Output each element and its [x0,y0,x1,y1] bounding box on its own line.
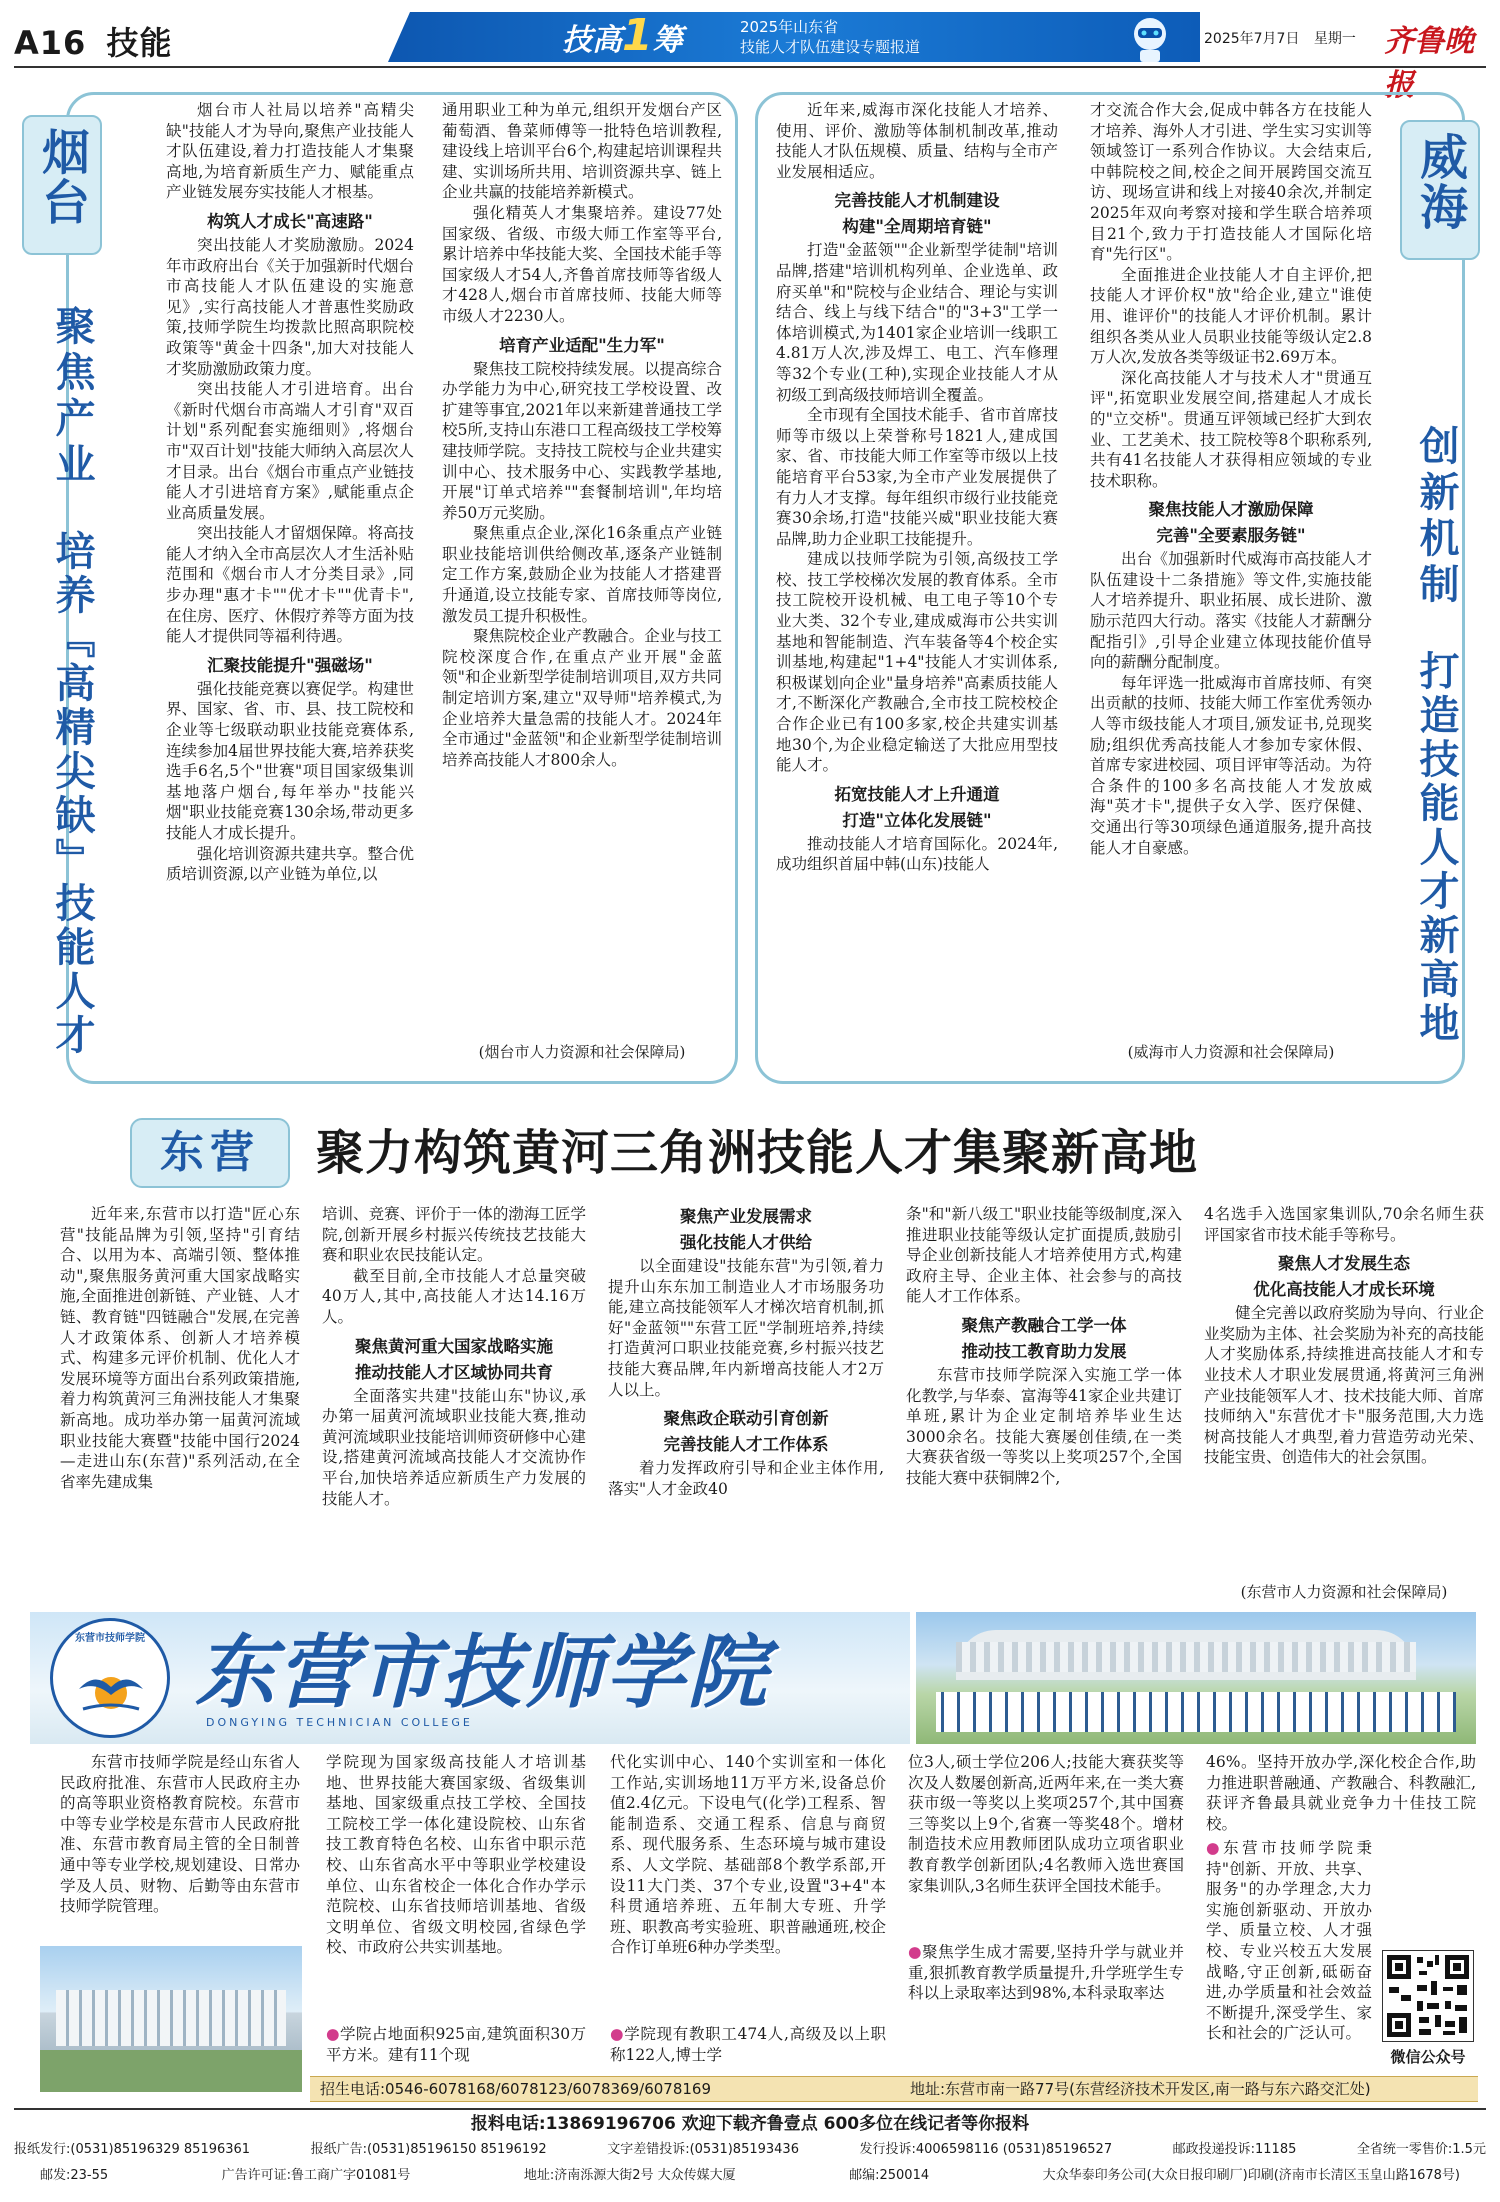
subheading: 聚焦技能人才激励保障 [1148,500,1314,520]
school-col-3b [610,2024,886,2065]
banner-line1: 2025年山东省 [740,18,839,36]
footer-item: 文字差错投诉:(0531)85193436 [607,2142,799,2157]
footer-item: 发行投诉:4006598116 (0531)85196527 [859,2142,1113,2157]
footer-item: 邮发:23-55 [40,2168,109,2183]
school-col-5b-text: 东营市技师学院秉持"创新、开放、共享、服务"的办学理念,大力实施创新驱动、开放办学、质量立校、人才强校、专业兴校五大发展战略,守正创新,砥砺奋进,办学质量和社会效益不断提升,深受学生、家长和社会的广泛认可。 [1206,1839,1372,2043]
subheading: 构筑人才成长"高速路" [207,211,373,231]
yantai-city-box [22,115,102,255]
school-address: 地址:东营市南一路77号(东营经济技术开发区,南一路与东六路交汇处) [910,2080,1371,2098]
paragraph: 全市现有全国技术能手、省市首席技师等市级以上荣誉称号1821人,建成国家、省、市技能大师工作室等市级以上技能培育平台53家,为全市产业发展提供了有力人才支撑。每年组织市级行业技能竞赛30余场,打造"技能兴威"职业技能大赛品牌,助力企业职工技能提升。 [776,406,1058,548]
subheading: 打造"立体化发展链" [842,810,992,830]
weihai-city: 威海 [1411,132,1468,232]
issue-weekday: 星期一 [1313,31,1356,47]
bullet-icon: ● [610,2025,625,2043]
subheading: 完善技能人才工作体系 [663,1435,829,1455]
banner-post: 筹 [652,23,683,58]
school-logo [50,1618,170,1738]
section-name: 技能 [106,24,173,62]
paragraph: 聚焦重点企业,深化16条重点产业链职业技能培训供给侧改革,逐条产业链制定工作方案,鼓励企业为技能人才搭建晋升通道,设立技能专家、首席技师等岗位,激发员工提升积极性。 [442,524,722,625]
paragraph: 才交流合作大会,促成中韩各方在技能人才培养、海外人才引进、学生实习实训等领域签订一系列合作协议。大会结束后,中韩院校之间,校企之间开展跨国交流互访、现场宣讲和线上对接40余次,并制定2025年双向考察对接和学生联合培养项目21个,致力于打造技能人才国际化培育"先行区"。 [1090,101,1372,264]
paragraph: 着力发挥政府引导和企业主体作用,落实"人才金政40 [608,1459,884,1498]
footer-row-3 [40,2166,1460,2186]
paragraph: 近年来,威海市深化技能人才培养、使用、评价、激励等体制机制改革,推动技能人才队伍规模、质量、结构与全市产业发展相适应。 [776,101,1058,181]
paragraph: 东营市技师学院深入实施工学一体化教学,与华泰、富海等41家企业共建订单班,累计为企业定制培养毕业生达3000余名。技能大赛屡创佳绩,在一类大赛获省级一等奖以上奖项257个,全国技能大赛中获铜牌2个, [906,1365,1182,1487]
subheading: 强化技能人才供给 [680,1233,812,1252]
dongying-col-2 [322,1204,586,1509]
subheading: 推动技工教育助力发展 [961,1341,1127,1361]
school-banner-title: 东营市技师学院 [195,1625,769,1719]
school-col-4: 位3人,硕士学位206人;技能大赛获奖等次及人数屡创新高,近两年来,在一类大赛获市级一等奖以上奖项257个,其中国赛三等奖以上9个,省赛一等奖48个。增材制造技术应用教师团队成功立项省职业教育教学创新团队;4名教师入选世赛国家集训队,3名师生获评全国技术能手。 [908,1753,1184,1895]
bullet-icon: ● [326,2025,340,2043]
paragraph: 深化高技能人才与技术人才"贯通互评",拓宽职业发展空间,搭建起人才成长的"立交桥"。贯通互评领域已经扩大到农业、工艺美术、技工院校等8个职称系列,共有41名技能人才获得相应领域的专业技术职称。 [1090,368,1372,490]
header-rule [14,66,1486,68]
paragraph: 培训、竞赛、评价于一体的渤海工匠学院,创新开展乡村振兴传统技艺技能大赛和职业农民技能认定。 [322,1205,586,1265]
paragraph: 强化培训资源共建共享。整合优质培训资源,以产业链为单位,以 [166,844,415,884]
paragraph: 突出技能人才引进培育。出台《新时代烟台市高端人才引育"双百计划"系列配套实施细则》,将烟台市"双百计划"技能大师纳入高层次人才目录。出台《烟台市重点产业链技能人才引进培育方案》,赋能重点企业高质量发展。 [166,380,415,522]
subheading: 拓宽技能人才上升通道 [834,784,1000,804]
subheading: 完善"全要素服务链" [1156,526,1306,546]
footer-item: 报纸发行:(0531)85196329 85196361 [14,2142,251,2157]
page-header [14,12,1486,103]
paragraph: 4名选手入选国家集训队,70余名师生获评国家省市技术能手等称号。 [1204,1205,1484,1244]
yantai-city: 烟台 [33,127,90,227]
weihai-col-2 [1090,100,1372,858]
paragraph: 每年评选一批威海市首席技师、有突出贡献的技师、技能大师工作室优秀领办人等市级技能人才项目,颁发证书,兑现奖励;组织优秀高技能人才参加专家休假、首席专家进校园、项目评审等活动。为符合条件的100多名高技能人才发放威海"英才卡",提供子女入学、医疗保健、交通出行等30项绿色通道服务,提升高技能人才自豪感。 [1090,673,1372,857]
paragraph: 突出技能人才奖励激励。2024年市政府出台《关于加强新时代烟台市高技能人才队伍建设的实施意见》,实行高技能人才普惠性奖励政策,技师学院生均拨款比照高职院校政策等"黄金十四条",加大对技能人才奖励激励政策力度。 [166,235,415,378]
issue-date: 2025年7月7日 [1204,31,1300,47]
subheading: 聚焦人才发展生态 [1278,1254,1410,1274]
footer-hotline: 报料电话:13869196706 欢迎下载齐鲁壹点 600多位在线记者等你报料 [470,2114,1030,2134]
subheading: 聚焦政企联动引育创新 [663,1409,829,1429]
dongying-col-3 [608,1204,884,1499]
school-col-2a: 学院现为国家级高技能人才培训基地、世界技能大赛国家级、省级集训基地、国家级重点技工学校、全国技工院校工学一体化建设院校、山东省技工教育特色名校、山东省中职示范校、山东省高水平中等职业学校建设单位、山东省校企一体化合作办学示范院校、山东省技师培训基地、省级文明单位、省级文明校园,省绿色学校、市政府公共实训基地。 [326,1753,586,1957]
footer-item: 大众华泰印务公司(大众日报印刷厂)印刷(济南市长清区玉皇山路1678号) [1042,2168,1460,2183]
school-phone: 招生电话:0546-6078168/6078123/6078369/6078169 [320,2080,712,2098]
paragraph: 突出技能人才留烟保障。将高技能人才纳入全市高层次人才生活补贴范围和《烟台市人才分类目录》,同步办理"惠才卡""优才卡""优青卡",在住房、医疗、休假疗养等方面为技能人才提供同等福利待遇。 [166,524,415,646]
weihai-title-b: 打造技能人才新高地 [1413,650,1459,1046]
footer-item: 全省统一零售价:1.5元 [1356,2142,1486,2157]
banner-num: 1 [622,12,653,61]
paragraph: 通用职业工种为单元,组织开发烟台产区葡萄酒、鲁菜师傅等一批特色培训教程,建设线上培训平台6个,构建起培训课程共建、实训场所共用、培训资源共享、链上企业共赢的技能培养新模式。 [442,101,722,202]
weihai-col-1 [776,100,1058,875]
wechat-qr-code[interactable] [1382,1950,1474,2042]
paragraph: 出台《加强新时代威海市高技能人才队伍建设十二条措施》等文件,实施技能人才培养提升、职业拓展、成长进阶、激励示范四大行动。落实《技能人才薪酬分配指引》,引导企业建立体现技能价值导向的薪酬分配制度。 [1090,550,1372,672]
paragraph: 以全面建设"技能东营"为引领,着力提升山东东加工制造业人才市场服务功能,建立高技能领军人才梯次培育机制,抓好"金蓝领""东营工匠"学制班培养,持续打造黄河口职业技能竞赛,乡村振兴技艺技能大赛品牌,年内新增高技能人才2万人以上。 [608,1257,884,1399]
subheading: 聚焦产业发展需求 [680,1207,812,1226]
banner-pre: 技高 [562,23,622,58]
footer-item: 邮政投递投诉:11185 [1172,2142,1297,2157]
paragraph: 条"和"新八级工"职业技能等级制度,深入推进职业技能等级认定扩面提质,鼓励引导企业创新技能人才培养使用方式,构建政府主导、企业主体、社会参与的高技能人才工作体系。 [906,1205,1182,1306]
paragraph: 截至目前,全市技能人才总量突破40万人,其中,高技能人才达14.16万人。 [322,1266,586,1326]
school-col-3b-text: 学院现有教职工474人,高级及以上职称122人,博士学 [610,2025,887,2064]
seagull-emblem-icon [73,1649,149,1725]
yantai-col-2 [442,100,722,770]
bullet-icon: ● [908,1943,923,1961]
paper-logo: 齐鲁晚报 [1384,24,1474,103]
qr-code-icon [1383,1951,1473,2041]
dongying-col-1 [60,1204,300,1492]
subheading: 推动技能人才区域协同共育 [355,1362,553,1382]
subheading: 培育产业适配"生力军" [499,335,665,355]
wechat-label: 微信公众号 [1390,2048,1466,2066]
page-number: A16 [14,24,87,62]
school-col-5b [1206,1838,1372,2044]
dongying-city: 东营 [160,1127,260,1178]
footer-row-2 [14,2140,1486,2160]
school-col-2b-text: 学院占地面积925亩,建筑面积30万平方米。建有11个现 [326,2025,586,2064]
school-logo-text: 东营市技师学院 [75,1633,145,1644]
dongying-col-5 [1204,1204,1484,1468]
footer-item: 邮编:250014 [849,2168,930,2183]
dongying-headline: 聚力构筑黄河三角洲技能人才集聚新高地 [316,1125,1199,1181]
subheading: 完善技能人才机制建设 [834,191,1000,211]
school-photo-strip [24,1612,1476,1744]
school-sports-photo [916,1612,1476,1744]
dongying-col-4 [906,1204,1182,1489]
yantai-col-1 [166,100,414,885]
paragraph: 近年来,东营市以打造"匠心东营"技能品牌为引领,坚持"引育结合、以用为本、高端引领、整体推动",聚焦服务黄河重大国家战略实施,全面推进创新链、产业链、人才链、教育链"四链融合"发展,在完善人才政策体系、创新人才培养模式、构建多元评价机制、优化人才发展环境等方面出台系列政策措施,着力构筑黄河三角洲技能人才集聚新高地。成功举办第一届黄河流域职业技能大赛暨"技能中国行2024—走进山东(东营)"系列活动,在全省率先建成集 [60,1205,300,1491]
yantai-title-b: 培养『高精尖缺』技能人才 [49,530,95,1058]
footer-item: 地址:济南泺源大街2号 大众传媒大厦 [523,2168,736,2183]
paragraph: 聚焦院校企业产教融合。企业与技工院校深度合作,在重点产业开展"金蓝领"和企业新型学徒制培训项目,双方共同制定培训方案,建立"双导师"培养模式,为企业培养大量急需的技能人才。2024年全市通过"金蓝领"和企业新型学徒制培训培养高技能人才800余人。 [442,627,722,769]
yantai-source: (烟台市人力资源和社会保障局) [478,1043,686,1061]
paragraph: 建成以技师学院为引领,高级技工学校、技工学校梯次发展的教育体系。全市技工院校开设机械、电工电子等10个专业大类、32个专业,建成威海市公共实训基地和智能制造、汽车装备等4个校企实训基地,构建起"1+4"技能人才实训体系,积极谋划向企业"量身培养"高素质技能人才,不断深化产教融合,全市技工院校校企合作企业已有100多家,校企共建实训基地30个,为企业稳定输送了大批应用型技能人才。 [776,550,1058,775]
subheading: 构建"全周期培育链" [842,217,992,237]
school-col-4b [908,1942,1184,2004]
paragraph: 聚焦技工院校持续发展。以提高综合办学能力为中心,研究技工学校设置、改扩建等事宜,2021年以来新建普通技工学校5所,支持山东港口工程高级技工学校筹建技师学院。支持技工院校与企业共建实训中心、技术服务中心、实践教学基地,开展"订单式培养""套餐制培训",年均培养50万元奖励。 [442,359,722,522]
school-col-4b-text: 聚焦学生成才需要,坚持升学与就业并重,狠抓教育教学质量提升,升学班学生专科以上录取率达到98%,本科录取率达 [908,1943,1184,2003]
weihai-title-a: 创新机制 [1413,425,1459,609]
school-col-2b [326,2024,586,2065]
robot-icon [1100,12,1200,62]
subheading: 聚焦黄河重大国家战略实施 [355,1336,553,1356]
school-banner-panel [30,1612,910,1744]
banner-line2: 技能人才队伍建设专题报道 [740,38,921,56]
school-col-3: 代化实训中心、140个实训室和一体化工作站,实训场地11万平方米,设备总价值2.4亿元。下设电气(化学)工程系、智能制造系、交通工程系、信息与商贸系、现代服务系、生态环境与城市建设系、人文学院、基础部8个教学系部,开设11大门类、37个专业,设置"3+4"本科贯通培养班、五年制大专班、升学班、职教高考实验班、职普融通班,校企合作订单班6种办学类型。 [610,1753,886,1957]
school-col-5a: 46%。坚持开放办学,深化校企合作,助力推进职普融通、产教融合、科教融汇,获评齐鲁最具就业竞争力十佳技工院校。 [1206,1753,1476,1833]
bullet-icon: ● [1206,1839,1224,1857]
paragraph: 强化精英人才集聚培养。建设77处国家级、省级、市级大师工作室等平台,累计培养中华技能大奖、全国技术能手等国家级人才54人,齐鲁首席技师等省级人才428人,烟台市首席技师、技能大师等市级人才2230人。 [442,203,722,325]
subheading: 汇聚技能提升"强磁场" [207,655,373,675]
footer-item: 报纸广告:(0531)85196150 85196192 [310,2142,547,2157]
yantai-title-a: 聚焦产业 [49,305,95,489]
footer-item: 广告许可证:鲁工商广字01081号 [221,2168,411,2183]
weihai-source: (威海市人力资源和社会保障局) [1127,1043,1335,1061]
subheading: 聚焦产教融合工学一体 [961,1315,1127,1335]
paragraph: 全面落实共建"技能山东"协议,承办第一届黄河流域职业技能大赛,推动黄河流域职业技能培训师资研修中心建设,搭建黄河流域高技能人才交流协作平台,加快培养适应新质生产力发展的技能人才。 [322,1386,586,1508]
school-contact-bar [310,2076,1478,2102]
school-banner-en: DONGYING TECHNICIAN COLLEGE [206,1716,473,1729]
school-campus-photo [40,1946,302,2092]
banner [300,12,1200,62]
paragraph: 全面推进企业技能人才自主评价,把技能人才评价权"放"给企业,建立"谁使用、谁评价"的技能人才评价机制。累计组织各类从业人员职业技能等级认定2.8万人次,发放各类等级证书2.69万本。 [1090,265,1372,367]
paragraph: 烟台市人社局以培养"高精尖缺"技能人才为导向,聚焦产业技能人才队伍建设,着力打造技能人才集聚高地,为培育新质生产力、赋能重点产业链发展夯实技能人才根基。 [166,101,414,202]
paragraph: 打造"金蓝领""企业新型学徒制"培训品牌,搭建"培训机构列单、企业选单、政府买单"和"院校与企业结合、理论与实训结合、线上与线下结合"的"3+3"工学一体培训模式,为1401家企业培训一线职工4.81万人次,涉及焊工、电工、汽车修理等32个专业(工种),实现企业技能人才从初级工到高级技师培训全覆盖。 [776,241,1058,404]
paragraph: 推动技能人才培育国际化。2024年,成功组织首届中韩(山东)技能人 [776,834,1058,874]
school-col-1: 东营市技师学院是经山东省人民政府批准、东营市人民政府主办的高等职业资格教育院校。东营市中等专业学校是东营市人民政府批准、东营市教育局主管的全日制普通中等专业学校,规划建设、日常办学及人员、财物、后勤等由东营市技师学院管理。 [60,1753,300,1916]
paragraph: 健全完善以政府奖励为导向、行业企业奖励为主体、社会奖励为补充的高技能人才奖励体系,持续推进高技能人才和专业技术人才职业发展贯通,将黄河三角洲产业技能领军人才、技术技能大师、首席技师纳入"东营优才卡"服务范围,大力选树高技能人才典型,着力营造劳动光荣、技能宝贵、创造伟大的社会氛围。 [1204,1304,1484,1467]
dongying-city-box [130,1118,290,1188]
paragraph: 强化技能竞赛以赛促学。构建世界、国家、省、市、县、技工院校和企业等七级联动职业技能竞赛体系,连续参加4届世界技能大赛,培养获奖选手6名,5个"世赛"项目国家级集训基地落户烟台,每年举办"技能兴烟"职业技能竞赛130余场,带动更多技能人才成长提升。 [166,679,415,842]
footer-rule [14,2108,1486,2110]
dongying-source: (东营市人力资源和社会保障局) [1240,1583,1448,1601]
subheading: 优化高技能人才成长环境 [1253,1280,1435,1300]
weihai-city-box [1400,120,1480,260]
